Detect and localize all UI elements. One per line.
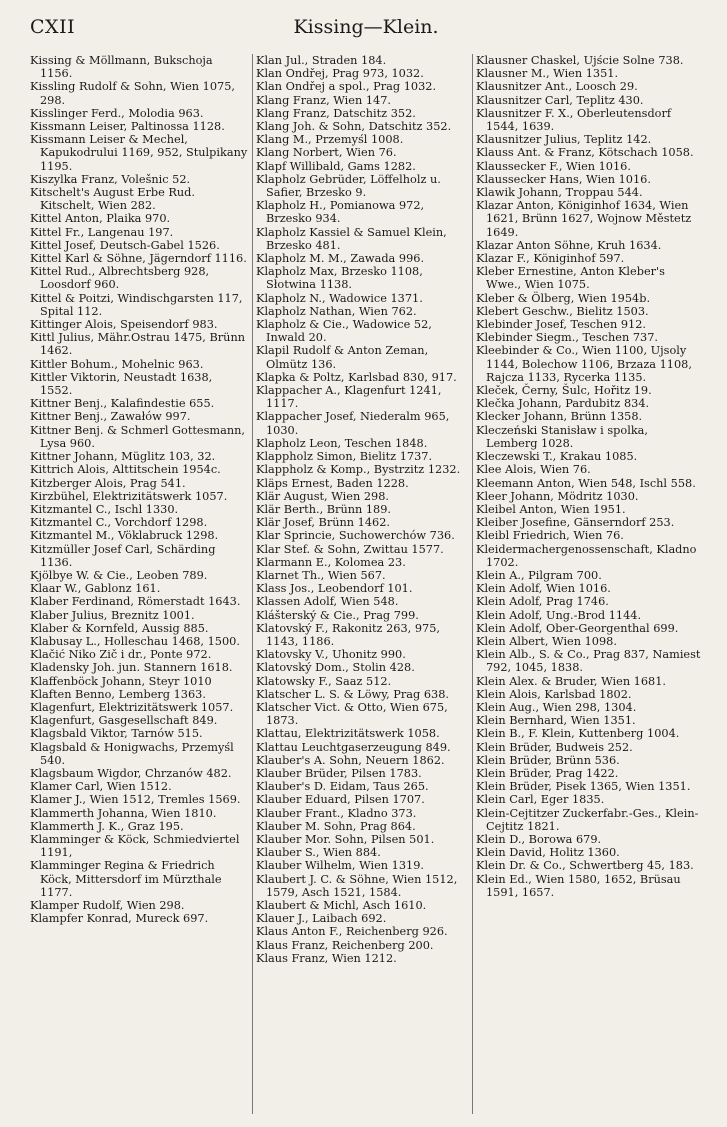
- directory-entry: Klär Josef, Brünn 1462.: [256, 516, 391, 530]
- directory-entry: Kittinger Alois, Speisendorf 983.: [30, 318, 218, 332]
- directory-entry: Klamminger & Köck, Schmiedviertel 1191,: [30, 832, 240, 860]
- directory-entry: Klaber Ferdinand, Römerstadt 1643.: [30, 595, 241, 609]
- directory-columns: [30, 54, 702, 1114]
- directory-entry: Klappholz & Komp., Bystrzitz 1232.: [256, 463, 461, 477]
- directory-entry: Klein B., F. Klein, Kuttenberg 1004.: [476, 727, 680, 741]
- directory-entry: Klauber Eduard, Pilsen 1707.: [256, 793, 425, 807]
- directory-entry: Kittler Viktorin, Neustadt 1638, 1552.: [30, 370, 213, 398]
- directory-entry: Klatovský Dom., Stolin 428.: [256, 661, 415, 675]
- directory-entry: Klein Albert, Wien 1098.: [476, 634, 617, 648]
- column-left: [30, 54, 248, 1114]
- directory-entry: Klarmann E., Kolomea 23.: [256, 555, 406, 569]
- directory-entry: Kittler Bohum., Mohelnic 963.: [30, 357, 204, 371]
- directory-entry: Klatowsky F., Saaz 512.: [256, 674, 392, 688]
- directory-entry: Klamper Rudolf, Wien 298.: [30, 899, 185, 912]
- directory-entry: Kitzmüller Josef Carl, Schärding 1136.: [30, 542, 216, 569]
- directory-entry: Klang M., Przemyśl 1008.: [256, 133, 404, 147]
- directory-entry: Klapholz M. M., Zawada 996.: [256, 252, 425, 266]
- directory-entry: Klang Norbert, Wien 76.: [256, 146, 397, 160]
- column-divider: [472, 54, 473, 1114]
- directory-entry: Klein Brüder, Pisek 1365, Wien 1351.: [476, 780, 691, 794]
- directory-entry: Klein Aug., Wien 298, 1304.: [476, 700, 637, 714]
- directory-entry: Klan Ondřej, Prag 973, 1032.: [256, 67, 424, 81]
- directory-entry: Kissing & Möllmann, Bukschoja 1156.: [30, 54, 213, 81]
- directory-entry: Klang Franz, Datschitz 352.: [256, 106, 416, 120]
- directory-entry: Klecker Johann, Brünn 1358.: [476, 410, 643, 424]
- directory-entry: Klausner Chaskel, Ujście Solne 738.: [476, 54, 684, 67]
- directory-entry: Klapholz N., Wadowice 1371.: [256, 291, 423, 305]
- directory-entry: Klär August, Wien 298.: [256, 489, 389, 503]
- directory-entry: Klein Alex. & Bruder, Wien 1681.: [476, 674, 667, 688]
- directory-entry: Klazar F., Königinhof 597.: [476, 252, 625, 266]
- directory-entry: Kjölbye W. & Cie., Leoben 789.: [30, 568, 208, 582]
- directory-entry: Klammerth J. K., Graz 195.: [30, 819, 184, 833]
- directory-entry: Kleček, Černy, Šulc, Hořitz 19.: [476, 384, 652, 398]
- directory-entry: Klaften Benno, Lemberg 1363.: [30, 687, 206, 701]
- directory-entry: Klauber Mor. Sohn, Pilsen 501.: [256, 832, 435, 846]
- directory-entry: Klan Ondřej a spol., Prag 1032.: [256, 80, 437, 94]
- directory-entry: Klapholz Leon, Teschen 1848.: [256, 436, 428, 450]
- directory-entry: Klawik Johann, Troppau 544.: [476, 186, 643, 200]
- directory-entry: Klauss Ant. & Franz, Kötschach 1058.: [476, 146, 694, 160]
- directory-entry: Klein A., Pilgram 700.: [476, 568, 602, 582]
- directory-entry: Kittel Anton, Plaika 970.: [30, 212, 171, 226]
- directory-entry: Klappacher A., Klagenfurt 1241, 1117.: [256, 384, 442, 411]
- directory-entry: Kittel Karl & Söhne, Jägerndorf 1116.: [30, 252, 247, 266]
- directory-entry: Klazar Anton Söhne, Kruh 1634.: [476, 238, 662, 252]
- directory-entry: Klapholz H., Pomianowa 972, Brzesko 934.: [256, 199, 425, 226]
- directory-entry: Klaubert J. C. & Söhne, Wien 1512, 1579, Asch 1521, 1584.: [256, 872, 458, 899]
- directory-entry: Klagsbald Viktor, Tarnów 515.: [30, 727, 203, 741]
- directory-entry: Klapf Willibald, Gams 1282.: [256, 159, 416, 173]
- directory-entry: Klattau, Elektrizitätswerk 1058.: [256, 727, 440, 741]
- directory-entry: Klappholz Simon, Bielitz 1737.: [256, 450, 433, 464]
- directory-entry: Klee Alois, Wien 76.: [476, 463, 591, 477]
- directory-entry: Klein Alb., S. & Co., Prag 837, Namiest 792, 1045, 1838.: [476, 648, 701, 675]
- directory-entry: Klauber S., Wien 884.: [256, 846, 381, 860]
- directory-entry: Kittel Josef, Deutsch-Gabel 1526.: [30, 238, 220, 252]
- directory-entry: Klein Adolf, Ober-Georgenthal 699.: [476, 621, 679, 635]
- directory-entry: Klaus Franz, Wien 1212.: [256, 951, 397, 965]
- directory-entry: Klaus Anton F., Reichenberg 926.: [256, 925, 448, 939]
- directory-entry: Klan Jul., Straden 184.: [256, 54, 387, 67]
- directory-entry: Kleibl Friedrich, Wien 76.: [476, 529, 624, 543]
- directory-entry: Klečka Johann, Pardubitz 834.: [476, 397, 650, 411]
- directory-entry: Klapholz Nathan, Wien 762.: [256, 304, 417, 318]
- directory-entry: Klein Bernhard, Wien 1351.: [476, 714, 636, 728]
- directory-entry: Kleber Ernestine, Anton Kleber's Wwe., Wien 1075.: [476, 265, 665, 292]
- directory-entry: Klapholz & Cie., Wadowice 52, Inwald 20.: [256, 318, 432, 345]
- directory-entry: Kittner Benj., Kalafindestie 655.: [30, 397, 215, 411]
- directory-entry: Klein Adolf, Ung.-Brod 1144.: [476, 608, 642, 622]
- directory-entry: Klassen Adolf, Wien 548.: [256, 595, 399, 609]
- directory-entry: Klein-Cejtitzer Zuckerfabr.-Ges., Klein-Cejtitz 1821.: [476, 806, 699, 833]
- directory-entry: Klauber Brüder, Pilsen 1783.: [256, 766, 422, 780]
- directory-entry: Kittel & Poitzi, Windischgarsten 117, Spital 112.: [30, 291, 243, 318]
- directory-entry: Kisslinger Ferd., Molodia 963.: [30, 106, 204, 120]
- directory-entry: Kirzbühel, Elektrizitätswerk 1057.: [30, 489, 228, 503]
- directory-entry: Klášterský & Cie., Prag 799.: [256, 608, 419, 622]
- directory-entry: Klagenfurt, Gasgesellschaft 849.: [30, 714, 218, 728]
- directory-entry: Klar Stef. & Sohn, Zwittau 1577.: [256, 542, 444, 556]
- directory-entry: Kleczewski T., Krakau 1085.: [476, 450, 638, 464]
- directory-entry: Klär Berth., Brünn 189.: [256, 502, 392, 516]
- directory-entry: Klapholz Gebrüder, Löffelholz u. Safier, Brzesko 9.: [256, 172, 441, 200]
- directory-entry: Klein Adolf, Prag 1746.: [476, 595, 609, 609]
- directory-entry: Klagsbald & Honigwachs, Przemyśl 540.: [30, 740, 234, 767]
- directory-entry: Klauber M. Sohn, Prag 864.: [256, 819, 416, 833]
- column-divider: [252, 54, 253, 1114]
- directory-entry: Klamer Carl, Wien 1512.: [30, 780, 172, 794]
- directory-entry: Kleiber Josefine, Gänserndorf 253.: [476, 516, 675, 530]
- directory-entry: Kleebinder & Co., Wien 1100, Ujsoly 1144, Bolechow 1106, Brzaza 1108, Rajcza 1133, Rycerka 1135.: [476, 344, 692, 384]
- directory-entry: Klauber Frant., Kladno 373.: [256, 806, 417, 820]
- directory-entry: Klauber Wilhelm, Wien 1319.: [256, 859, 424, 873]
- directory-entry: Klebinder Siegm., Teschen 737.: [476, 331, 658, 345]
- column-middle: [256, 54, 468, 1114]
- directory-entry: Klein Brüder, Brünn 536.: [476, 753, 620, 767]
- directory-entry: Klaussecker Hans, Wien 1016.: [476, 172, 651, 186]
- directory-entry: Kissling Rudolf & Sohn, Wien 1075, 298.: [30, 80, 236, 107]
- directory-entry: Klein Alois, Karlsbad 1802.: [476, 687, 632, 701]
- directory-entry: Klausner M., Wien 1351.: [476, 67, 619, 81]
- directory-entry: Klein Brüder, Prag 1422.: [476, 766, 619, 780]
- directory-entry: Klazar Anton, Königinhof 1634, Wien 1621, Brünn 1627, Wojnow Městetz 1649.: [476, 199, 692, 239]
- directory-entry: Klein Adolf, Wien 1016.: [476, 582, 611, 596]
- directory-entry: Kläps Ernest, Baden 1228.: [256, 476, 409, 490]
- directory-entry: Kissmann Leiser & Mechel, Kapukodrului 1169, 952, Stulpikany 1195.: [30, 133, 248, 173]
- directory-entry: Klebinder Josef, Teschen 912.: [476, 318, 646, 332]
- directory-entry: Klang Franz, Wien 147.: [256, 93, 391, 107]
- directory-entry: Kittel Rud., Albrechtsberg 928, Loosdorf 960.: [30, 265, 210, 292]
- directory-entry: Klauber's A. Sohn, Neuern 1862.: [256, 753, 445, 767]
- directory-entry: Klausnitzer Julius, Teplitz 142.: [476, 133, 652, 147]
- directory-entry: Klamminger Regina & Friedrich Köck, Mittersdorf im Mürzthale 1177.: [30, 859, 222, 899]
- directory-entry: Kleibel Anton, Wien 1951.: [476, 502, 626, 516]
- directory-entry: Klaus Franz, Reichenberg 200.: [256, 938, 434, 952]
- directory-entry: Kitzmantel C., Vorchdorf 1298.: [30, 516, 208, 530]
- directory-entry: Klauer J., Laibach 692.: [256, 912, 387, 926]
- directory-entry: Klaubert & Michl, Asch 1610.: [256, 899, 427, 912]
- page-number: CXII: [30, 16, 76, 38]
- directory-entry: Klaussecker F., Wien 1016.: [476, 159, 631, 173]
- directory-entry: Klammerth Johanna, Wien 1810.: [30, 806, 217, 820]
- directory-entry: Klapholz Kassiel & Samuel Klein, Brzesko 481.: [256, 225, 447, 252]
- directory-entry: Klattau Leuchtgaserzeugung 849.: [256, 740, 451, 754]
- directory-entry: Kleber & Ölberg, Wien 1954b.: [476, 291, 651, 305]
- directory-entry: Kleemann Anton, Wien 548, Ischl 558.: [476, 476, 696, 490]
- directory-entry: Kladensky Joh. jun. Stannern 1618.: [30, 661, 233, 675]
- directory-entry: Klass Jos., Leobendorf 101.: [256, 582, 413, 596]
- directory-entry: Kleer Johann, Mödritz 1030.: [476, 489, 639, 503]
- directory-entry: Klang Joh. & Sohn, Datschitz 352.: [256, 120, 452, 134]
- directory-entry: Klaber Julius, Breznitz 1001.: [30, 608, 195, 622]
- directory-entry: Kitzmantel M., Vöklabruck 1298.: [30, 529, 219, 543]
- directory-entry: Klatovsky V., Uhonitz 990.: [256, 648, 406, 662]
- directory-entry: Klatovský F., Rakonitz 263, 975, 1143, 1186.: [256, 621, 440, 648]
- directory-entry: Klein Dr. & Co., Schwertberg 45, 183.: [476, 859, 694, 873]
- directory-entry: Kitschelt's August Erbe Rud. Kitschelt, Wien 282.: [30, 186, 195, 213]
- directory-entry: Klaber & Kornfeld, Aussig 885.: [30, 621, 209, 635]
- directory-entry: Klampfer Konrad, Mureck 697.: [30, 912, 209, 926]
- directory-entry: Klausnitzer F. X., Oberleutensdorf 1544, 1639.: [476, 106, 672, 134]
- directory-entry: Klagenfurt, Elektrizitätswerk 1057.: [30, 700, 234, 714]
- directory-entry: Klagsbaum Wigdor, Chrzanów 482.: [30, 766, 232, 780]
- directory-entry: Klebert Geschw., Bielitz 1503.: [476, 304, 649, 318]
- directory-entry: Klein Ed., Wien 1580, 1652, Brüsau 1591, 1657.: [476, 872, 681, 899]
- directory-entry: Klauber's D. Eidam, Taus 265.: [256, 780, 429, 794]
- directory-entry: Kittel Fr., Langenau 197.: [30, 225, 174, 239]
- directory-entry: Klein Carl, Eger 1835.: [476, 793, 605, 807]
- page-header: [30, 14, 702, 44]
- directory-entry: Klatscher L. S. & Löwy, Prag 638.: [256, 687, 450, 701]
- directory-entry: Kissmann Leiser, Paltinossa 1128.: [30, 120, 225, 134]
- directory-entry: Klein David, Holitz 1360.: [476, 846, 620, 860]
- directory-entry: Kiszylka Franz, Volešnic 52.: [30, 172, 191, 186]
- directory-entry: Klapholz Max, Brzesko 1108, Słotwina 1138.: [256, 265, 423, 292]
- page-title: Kissing—Klein.: [293, 16, 439, 38]
- directory-entry: Kittner Benj., Zawałów 997.: [30, 410, 191, 424]
- directory-entry: Kleczeński Stanisław i spolka, Lemberg 1028.: [476, 423, 649, 450]
- directory-entry: Klarnet Th., Wien 567.: [256, 568, 386, 582]
- directory-entry: Klačić Niko Zič i dr., Ponte 972.: [30, 648, 212, 662]
- directory-entry: Kittner Johann, Müglitz 103, 32.: [30, 450, 216, 464]
- directory-entry: Klaffenböck Johann, Steyr 1010: [30, 674, 212, 688]
- directory-entry: Kittl Julius, Mähr.Ostrau 1475, Brünn 1462.: [30, 331, 246, 358]
- directory-entry: Kitzberger Alois, Prag 541.: [30, 476, 186, 490]
- directory-entry: Klappacher Josef, Niederalm 965, 1030.: [256, 410, 450, 437]
- column-right: [476, 54, 702, 1114]
- directory-entry: Klein D., Borowa 679.: [476, 832, 602, 846]
- directory-entry: Klausnitzer Carl, Teplitz 430.: [476, 93, 644, 107]
- directory-entry: Kitzmantel C., Ischl 1330.: [30, 502, 179, 516]
- directory-entry: Kittner Benj. & Schmerl Gottesmann, Lysa 960.: [30, 423, 245, 450]
- directory-entry: Klein Brüder, Budweis 252.: [476, 740, 633, 754]
- directory-entry: Klabusay L., Holleschau 1468, 1500.: [30, 634, 240, 648]
- directory-entry: Klapil Rudolf & Anton Zeman, Olmütz 136.: [256, 344, 429, 371]
- directory-entry: Klapka & Poltz, Karlsbad 830, 917.: [256, 370, 457, 384]
- directory-entry: Klausnitzer Ant., Loosch 29.: [476, 80, 638, 94]
- directory-entry: Klamer J., Wien 1512, Tremles 1569.: [30, 793, 241, 807]
- directory-entry: Klar Sprincie, Suchowerchów 736.: [256, 529, 455, 543]
- directory-entry: Kittrich Alois, Alttitschein 1954c.: [30, 463, 221, 477]
- directory-entry: Klatscher Vict. & Otto, Wien 675, 1873.: [256, 700, 448, 728]
- directory-entry: Klaar W., Gablonz 161.: [30, 582, 161, 596]
- directory-entry: Kleidermachergenossenschaft, Kladno 1702.: [476, 542, 697, 569]
